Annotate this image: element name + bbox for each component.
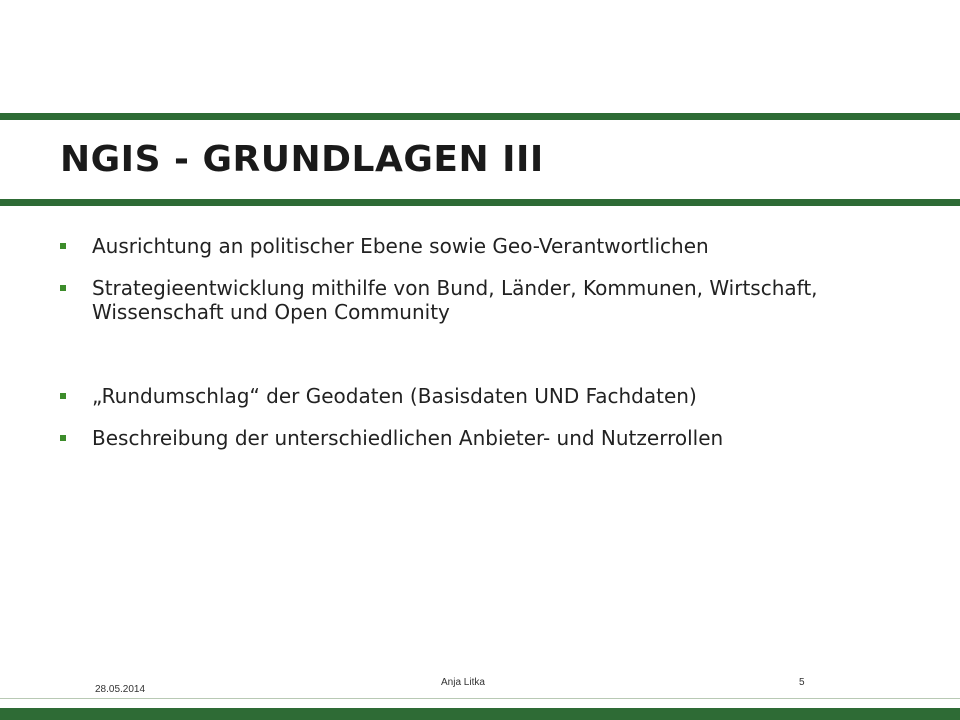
page-number: 5 [799,677,805,688]
bullet-text: Strategieentwicklung mithilfe von Bund, Länder, Kommunen, Wirtschaft, Wissenschaft und Open Community [92,276,818,324]
bullet-text: Ausrichtung an politischer Ebene sowie Geo-Verantwortlichen [92,234,709,258]
footer-author: Anja Litka [441,677,485,688]
square-bullet-icon [60,435,66,441]
footer-accent-bar [0,708,960,720]
footer-date: 28.05.2014 [95,684,146,695]
footer-divider [0,698,960,699]
title-top-rule [0,113,960,120]
square-bullet-icon [60,243,66,249]
bullet-text: „Rundumschlag“ der Geodaten (Basisdaten UND Fachdaten) [92,384,697,408]
title-bottom-rule [0,199,960,206]
slide-title: NGIS - GRUNDLAGEN III [60,139,544,180]
bullet-text: Beschreibung der unterschiedlichen Anbieter- und Nutzerrollen [92,426,724,450]
square-bullet-icon [60,393,66,399]
square-bullet-icon [60,285,66,291]
